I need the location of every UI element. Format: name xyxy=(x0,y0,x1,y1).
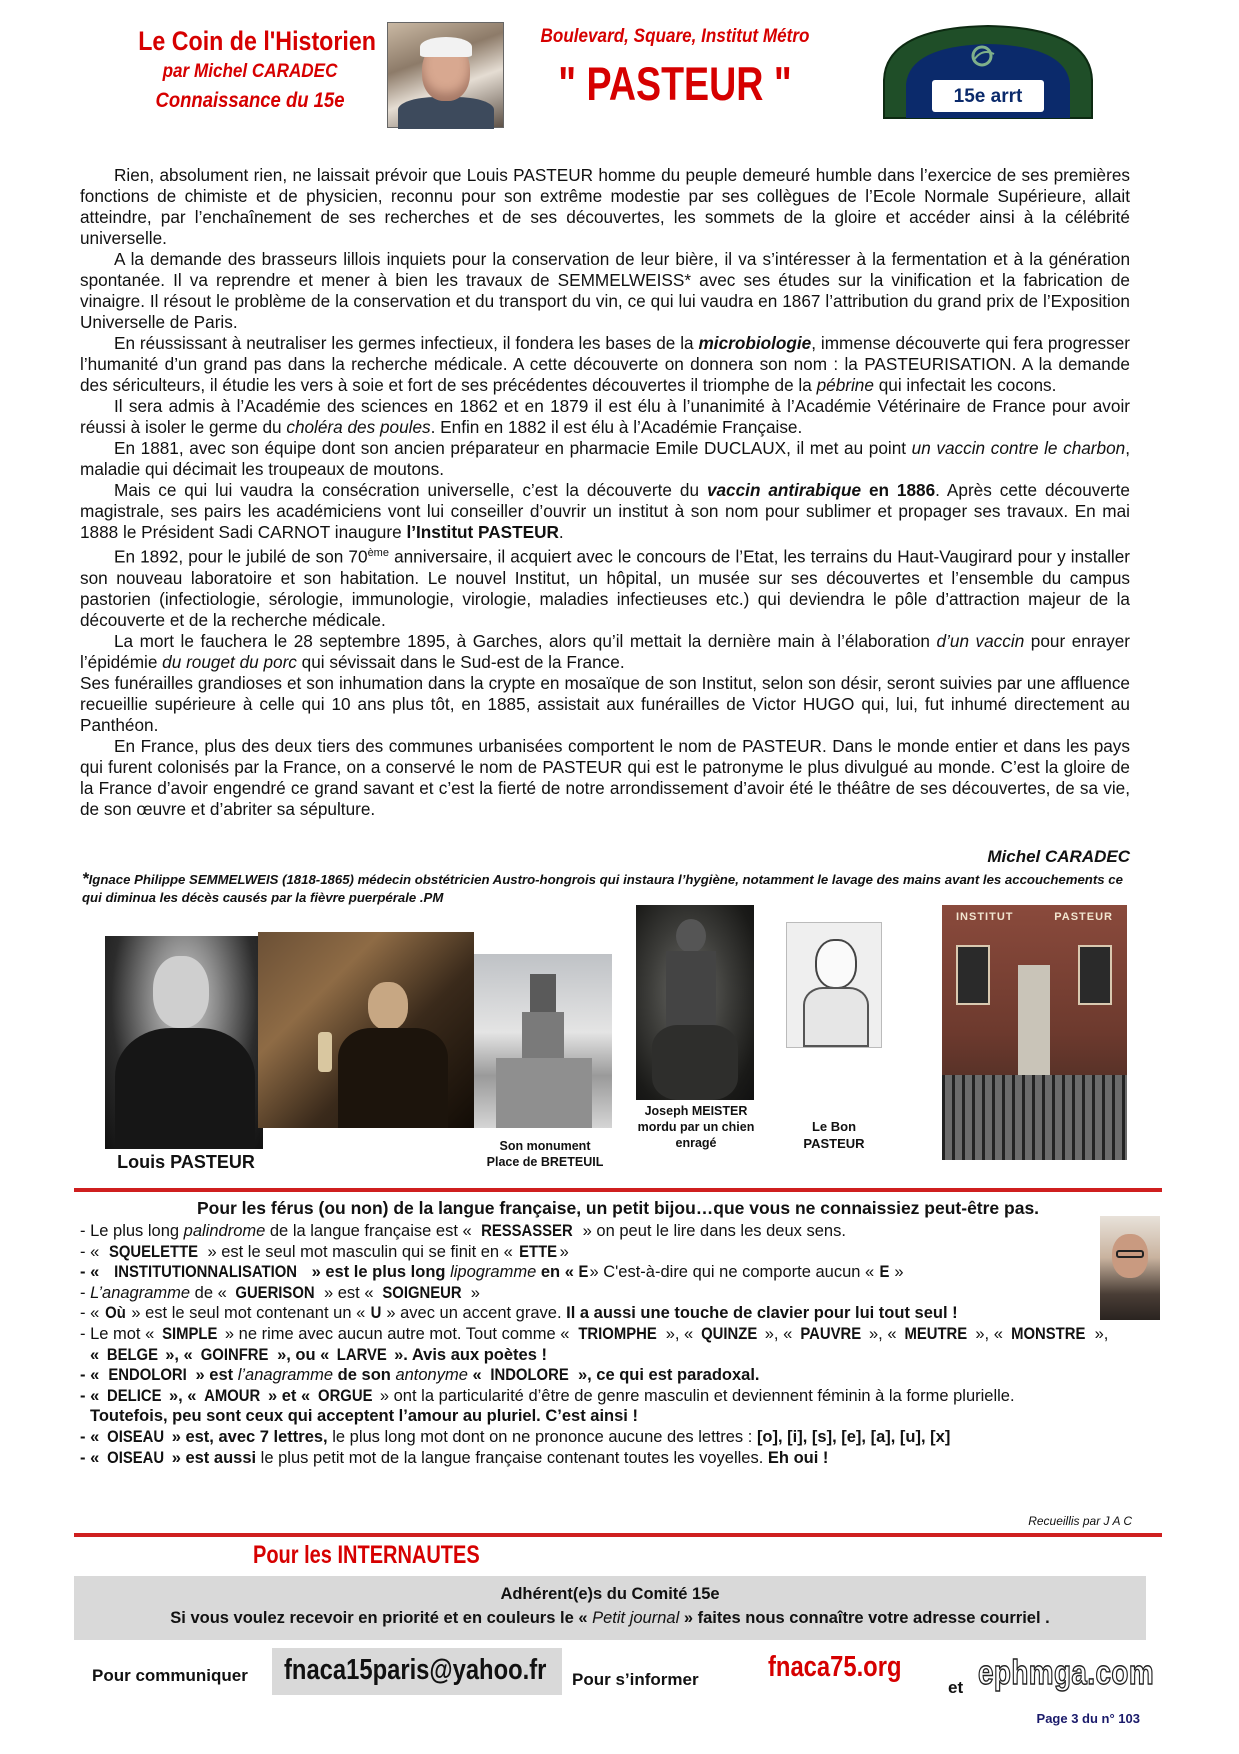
header-left xyxy=(120,26,380,113)
list-item: - « ENDOLORI » est l’anagramme de son antonyme « INDOLORE », ce qui est paradoxal. xyxy=(80,1366,760,1385)
caption-joseph-meister: Joseph MEISTER mordu par un chien enragé xyxy=(637,1104,755,1150)
page-number: Page 3 du n° 103 xyxy=(1036,1711,1140,1726)
fnaca75-link[interactable]: fnaca75.org xyxy=(768,1651,902,1683)
paragraph: La mort le fauchera le 28 septembre 1895, à Garches, alors qu’il mettait la dernière main à l’élaboration d’un vaccin pour enrayer l’épidémie du rouget du porc qui sévissait dans le Sud-est de la France. xyxy=(80,630,1130,672)
author-photo xyxy=(387,22,504,128)
list-item: « BELGE », « GOINFRE », ou « LARVE ». Avis aux poètes ! xyxy=(90,1345,547,1364)
photo-pasteur-laboratory xyxy=(258,932,474,1128)
paragraph: En réussissant à neutraliser les germes infectieux, il fondera les bases de la microbiologie, immense découverte qui fera progresser l’humanité d’un grand pas dans la recherche médicale. A cette découverte on donnera son nom : la PASTEURISATION. A la demande des sériculteurs, il étudie les vers à soie et fort de ses précédentes découvertes il triomphe de la pébrine qui infectait les cocons. xyxy=(80,333,1130,395)
internautes-box: Adhérent(e)s du Comité 15e Si vous voulez recevoir en priorité et en couleurs le « Petit journal » faites nous connaître votre adresse courriel . xyxy=(74,1576,1146,1640)
photo-joseph-meister-statue xyxy=(636,905,754,1100)
paragraph: Rien, absolument rien, ne laissait prévoir que Louis PASTEUR homme du peuple demeuré humble dans l’exercice de ses premières fonctions de chimiste et de physicien, reconnu pour son extrême modestie par ses collègues de l’Ecole Normale Supérieure, allait atteindre, par l’enchaînement de ses recherches et de ses découvertes, les sommets de la gloire et accéder ainsi à la célébrité universelle. xyxy=(80,165,1130,248)
article-body xyxy=(80,165,1130,820)
metro-badge: 15e arrt xyxy=(953,86,1023,107)
photo-le-bon-pasteur-caricature xyxy=(786,922,882,1048)
section-divider xyxy=(74,1188,1162,1192)
ephmga-link[interactable]: ephmga.com xyxy=(978,1654,1155,1692)
list-item: - « Où » est le seul mot contenant un « U » avec un accent grave. Il a aussi une touche de clavier pour lui tout seul ! xyxy=(80,1304,958,1323)
internautes-title: Pour les INTERNAUTES xyxy=(253,1541,480,1569)
list-item: - Le mot « SIMPLE » ne rime avec aucun autre mot. Tout comme « TRIOMPHE », « QUINZE », « PAUVRE », « MEUTRE », « MONSTRE », xyxy=(80,1324,1109,1343)
paragraph: En 1881, avec son équipe dont son ancien préparateur en pharmacie Emile DUCLAUX, il met au point un vaccin contre le charbon, maladie qui décimait les troupeaux de moutons. xyxy=(80,438,1130,479)
contact-row xyxy=(0,1646,1239,1706)
article-title: " PASTEUR " xyxy=(558,57,792,110)
et-label: et xyxy=(948,1678,964,1697)
header-middle xyxy=(510,26,840,111)
article-signature: Michel CARADEC xyxy=(987,847,1130,866)
email-link[interactable]: fnaca15paris@yahoo.fr xyxy=(284,1654,547,1686)
photo-louis-pasteur-portrait xyxy=(105,936,263,1149)
section-divider xyxy=(74,1533,1162,1537)
column-subtitle: Connaissance du 15e xyxy=(155,89,345,112)
paragraph: En France, plus des deux tiers des communes urbanisées comportent le nom de PASTEUR. Dans le monde entier et dans les pays qui furent colonisés par la France, on a conservé le nom de PASTEUR qui est le patronyme le plus divulgué au monde. C’est la gloire de la France d’avoir engendré ce grand savant et c’est la fierté de notre arrondissement d’avoir été le théâtre de ses découvertes, de sa vie, de son œuvre et d’abriter sa sépulture. xyxy=(80,735,1130,819)
list-item: - « SQUELETTE » est le seul mot masculin qui se finit en « ETTE » xyxy=(80,1242,569,1261)
langue-section-title: Pour les férus (ou non) de la langue française, un petit bijou…que vous ne connaissiez peut-être pas. xyxy=(196,1198,1040,1218)
caption-monument: Son monument Place de BRETEUIL xyxy=(486,1139,604,1169)
communiquer-label: Pour communiquer xyxy=(92,1666,248,1685)
column-author: par Michel CARADEC xyxy=(162,61,338,82)
langue-facts-list xyxy=(80,1221,1160,1468)
footnote: *Ignace Philippe SEMMELWEIS (1818-1865) médecin obstétricien Austro-hongrois qui instaura l’hygiène, notamment le lavage des mains avant les accouchements ce qui diminua les décès causés par la fièvre puerpérale .PM xyxy=(82,869,1123,905)
list-item: - « OISEAU » est aussi le plus petit mot de la langue française contenant toutes les voyelles. Eh oui ! xyxy=(80,1448,829,1467)
paragraph: Mais ce qui lui vaudra la consécration universelle, c’est la découverte du vaccin antirabique en 1886. Après cette découverte magistrale, ses pairs les académiciens vont lui conseiller d’ouvrir un institut à son nom pour sublimer et propager ses travaux. En mai 1888 le Président Sadi CARNOT inaugure l’Institut PASTEUR. xyxy=(80,480,1130,542)
list-item: - « INSTITUTIONNALISATION » est le plus long lipogramme en « E» C'est-à-dire qui ne comporte aucun « E » xyxy=(80,1263,904,1282)
list-item: - L’anagramme de « GUERISON » est « SOIGNEUR » xyxy=(80,1283,480,1302)
paragraph: En 1892, pour le jubilé de son 70ème anniversaire, il acquiert avec le concours de l’Etat, les terrains du Haut-Vaugirard pour y installer son nouveau laboratoire et son habitation. Le nouvel Institut, un hôpital, un musée sur ses découvertes et l’ensemble du campus pastorien (infectiologie, sérologie, immunologie, virologie, maladies infectieuses etc.) qui deviendra le pôle d’attraction majeur de la découverte et de la recherche médicale. xyxy=(80,546,1130,630)
caption-louis-pasteur: Louis PASTEUR xyxy=(117,1152,255,1172)
langue-credit: Recueillis par J A C xyxy=(1028,1514,1132,1528)
email-box[interactable] xyxy=(272,1648,562,1695)
paragraph: A la demande des brasseurs lillois inquiets pour la conservation de leur bière, il va s’intéresser à la fermentation et à la génération spontanée. Il va reprendre et mener à bien les travaux de SEMMELWEISS* avec ses études sur la vinification et la fabrication de vinaigre. Il résout le problème de la conservation et du transport du vin, ce qui lui vaudra en 1867 l’attribution du grand prix de l’Exposition Universelle de Paris. xyxy=(80,249,1130,332)
article-kicker: Boulevard, Square, Institut Métro xyxy=(540,26,810,47)
photo-institut-pasteur: INSTITUT PASTEUR xyxy=(942,905,1127,1160)
list-item: Toutefois, peu sont ceux qui acceptent l’amour au pluriel. C’est ainsi ! xyxy=(90,1407,638,1426)
column-title: Le Coin de l'Historien xyxy=(138,26,376,56)
list-item: - « OISEAU » est, avec 7 lettres, le plus long mot dont on ne prononce aucune des lettres : [o], [i], [s], [e], [a], [u], [x] xyxy=(80,1427,951,1446)
caption-le-bon-pasteur: Le Bon PASTEUR xyxy=(803,1119,865,1151)
informer-label: Pour s’informer xyxy=(572,1670,699,1689)
list-item: - « DELICE », « AMOUR » et « ORGUE » ont la particularité d’être de genre masculin et deviennent féminin à la forme plurielle. xyxy=(80,1386,1015,1405)
photo-monument-breteuil xyxy=(474,954,612,1128)
list-item: - Le plus long palindrome de la langue française est « RESSASSER » on peut le lire dans les deux sens. xyxy=(80,1222,846,1240)
paragraph: Il sera admis à l’Académie des sciences en 1862 et en 1879 il est élu à l’unanimité à l’Académie Vétérinaire de France pour avoir réussi à isoler le germe du choléra des poules. Enfin en 1882 il est élu à l’Académie Française. xyxy=(80,396,1130,437)
paragraph: Ses funérailles grandioses et son inhumation dans la crypte en mosaïque de son Institut, selon son désir, seront suivies par une affluence recueillie supérieure à celle qui 10 ans plus tôt, en 1885, assistait aux funérailles de Victor HUGO qui, lui, fut inhumé directement au Panthéon. xyxy=(80,672,1130,735)
